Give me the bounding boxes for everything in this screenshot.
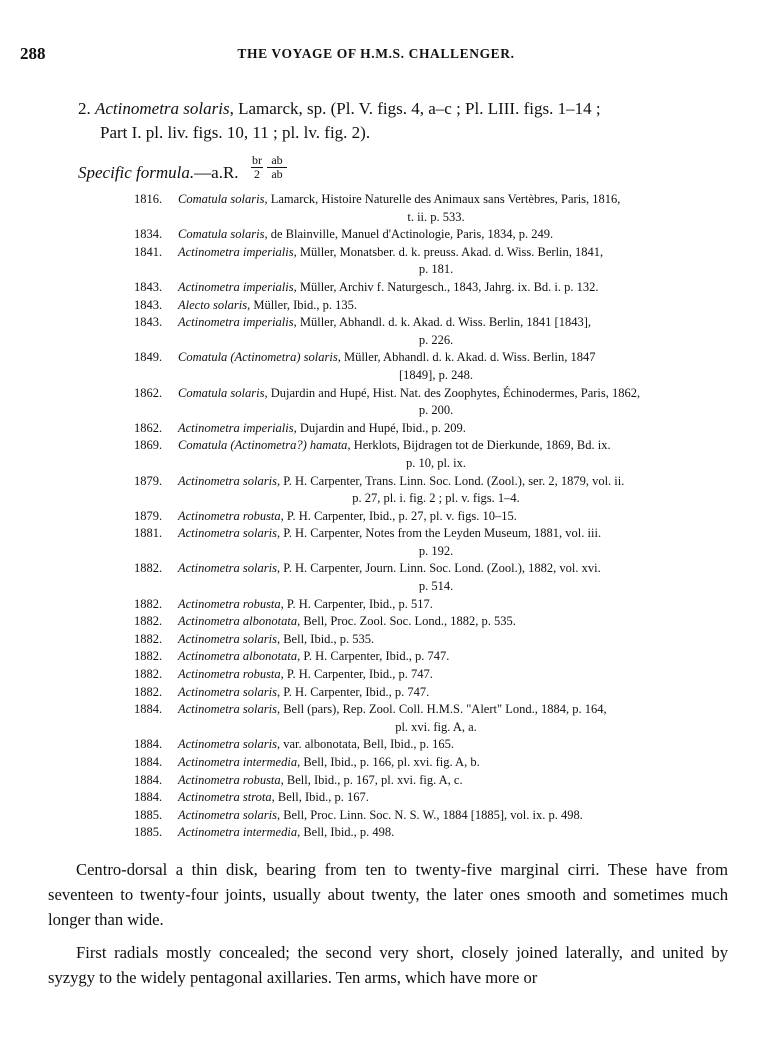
synonymy-taxon-name: Actinometra robusta (178, 667, 281, 682)
synonymy-reference-continued: p. 181. (418, 262, 454, 277)
synonymy-entry (134, 754, 734, 772)
synonymy-citation (178, 789, 734, 807)
synonymy-citation (178, 349, 734, 367)
synonymy-year: 1841. (134, 244, 163, 259)
synonymy-taxon-name: Comatula solaris (178, 385, 265, 400)
synonymy-year: 1884. (134, 790, 163, 805)
synonymy-entry (134, 279, 734, 297)
synonymy-reference: , Bell (pars), Rep. Zool. Coll. H.M.S. "Alert" Lond., 1884, p. 164, (276, 702, 607, 717)
synonymy-entry (134, 191, 734, 226)
synonymy-year: 1882. (134, 667, 163, 682)
synonymy-citation (178, 648, 734, 666)
synonymy-year: 1869. (134, 438, 163, 453)
species-heading (78, 97, 730, 145)
synonymy-taxon-name: Actinometra solaris (178, 737, 277, 752)
synonymy-citation (178, 508, 734, 526)
running-head (20, 44, 732, 64)
synonymy-reference: , P. H. Carpenter, Journ. Linn. Soc. Lond. (Zool.), 1882, vol. xvi. (276, 561, 601, 576)
synonymy-reference-continued: pl. xvi. fig. A, a. (395, 719, 477, 734)
synonymy-reference: , P. H. Carpenter, Ibid., p. 517. (280, 596, 433, 611)
synonymy-reference-continued: p. 226. (418, 332, 454, 347)
synonymy-reference-continued: t. ii. p. 533. (407, 209, 465, 224)
synonymy-reference: , Bell, Proc. Zool. Soc. Lond., 1882, p. 535. (297, 614, 516, 629)
synonymy-reference: , Müller, Abhandl. d. k. Akad. d. Wiss. Berlin, 1841 [1843], (293, 315, 591, 330)
synonymy-year: 1882. (134, 596, 163, 611)
synonymy-entry (134, 437, 734, 472)
synonymy-reference: , var. albonotata, Bell, Ibid., p. 165. (276, 737, 455, 752)
synonymy-year: 1882. (134, 614, 163, 629)
synonymy-citation (178, 701, 734, 719)
synonymy-citation (178, 297, 734, 315)
synonymy-taxon-name: Actinometra solaris (178, 807, 277, 822)
synonymy-taxon-name: Actinometra albonotata (178, 614, 298, 629)
synonymy-year: 1884. (134, 755, 163, 769)
synonymy-entry (134, 349, 734, 384)
synonymy-reference-continued: p. 200. (418, 403, 454, 418)
synonymy-entry (134, 560, 734, 595)
synonymy-reference: , Herklots, Bijdragen tot de Dierkunde, 1869, Bd. ix. (347, 438, 611, 453)
synonymy-taxon-name: Actinometra solaris (178, 631, 277, 646)
synonymy-year: 1862. (134, 385, 163, 400)
synonymy-taxon-name: Actinometra imperialis (178, 420, 294, 435)
synonymy-year: 1816. (134, 192, 163, 206)
synonymy-taxon-name: Actinometra imperialis (178, 315, 294, 330)
formula-fraction-2: $\frac{ab}{ab}$ (267, 154, 287, 181)
synonymy-reference-continued: p. 192. (418, 543, 454, 558)
synonymy-reference: , P. H. Carpenter, Ibid., p. 747. (276, 684, 430, 699)
synonymy-reference: , Bell, Ibid., p. 166, pl. xvi. fig. A, b. (297, 755, 480, 769)
synonymy-citation (178, 596, 734, 614)
running-title: THE VOYAGE OF H.M.S. CHALLENGER. (237, 46, 515, 61)
synonymy-taxon-name: Actinometra imperialis (178, 279, 294, 294)
synonymy-entry (134, 666, 734, 684)
synonymy-year: 1849. (134, 350, 163, 365)
synonymy-taxon-name: Comatula (Actinometra?) hamata (178, 438, 348, 453)
synonymy-entry (134, 648, 734, 666)
synonymy-citation (178, 807, 734, 825)
synonymy-reference: , P. H. Carpenter, Ibid., p. 747. (297, 649, 450, 664)
synonymy-entry (134, 420, 734, 438)
synonymy-citation (178, 772, 734, 790)
synonymy-reference: , Müller, Abhandl. d. k. Akad. d. Wiss. Berlin, 1847 (337, 350, 596, 365)
synonymy-taxon-name: Actinometra solaris (178, 473, 277, 488)
description-paragraph-1: Centro-dorsal a thin disk, bearing from ten to twenty-five marginal cirri. These have from seventeen to twenty-four joints, usually about twenty, the later ones smooth and sometimes much longer than wide. (48, 860, 728, 929)
synonymy-citation (178, 824, 734, 842)
synonymy-reference-continued: [1849], p. 248. (399, 367, 473, 382)
synonymy-citation (178, 279, 734, 297)
synonymy-reference: , Lamarck, Histoire Naturelle des Animaux sans Vertèbres, Paris, 1816, (264, 192, 621, 206)
synonymy-reference: , Bell, Ibid., p. 535. (276, 631, 375, 646)
synonymy-citation (178, 314, 734, 332)
description (48, 857, 728, 998)
synonymy-reference: , de Blainville, Manuel d'Actinologie, Paris, 1834, p. 249. (264, 227, 554, 242)
synonymy-citation (178, 244, 734, 262)
synonymy-citation (178, 473, 734, 491)
synonymy-taxon-name: Actinometra intermedia (178, 825, 298, 840)
synonymy-taxon-name: Actinometra albonotata (178, 649, 298, 664)
synonymy-year: 1882. (134, 631, 163, 646)
synonymy-reference: , Bell, Ibid., p. 167, pl. xvi. fig. A, c. (280, 772, 463, 787)
species-authority: , Lamarck, sp. (Pl. V. figs. 4, a–c ; Pl. LIII. figs. 1–14 ; (229, 99, 601, 118)
synonymy-taxon-name: Actinometra strota (178, 790, 272, 805)
synonymy-year: 1879. (134, 508, 163, 523)
synonymy-reference-continued: p. 27, pl. i. fig. 2 ; pl. v. figs. 1–4. (352, 491, 520, 506)
synonymy-taxon-name: Actinometra solaris (178, 561, 277, 576)
species-heading-line1 (78, 97, 730, 121)
synonymy-year: 1881. (134, 526, 163, 541)
synonymy-reference: , P. H. Carpenter, Notes from the Leyden Museum, 1881, vol. iii. (276, 526, 602, 541)
synonymy-entry (134, 824, 734, 842)
synonymy-entry (134, 684, 734, 702)
synonymy-year: 1885. (134, 807, 163, 822)
synonymy-year: 1862. (134, 420, 163, 435)
synonymy-taxon-name: Actinometra robusta (178, 772, 281, 787)
synonymy-entry (134, 772, 734, 790)
synonymy-taxon-name: Actinometra intermedia (178, 755, 298, 769)
synonymy-reference: , Müller, Ibid., p. 135. (247, 297, 357, 312)
synonymy-entry (134, 736, 734, 754)
synonymy-taxon-name: Actinometra solaris (178, 702, 277, 717)
synonymy-year: 1882. (134, 649, 163, 664)
synonymy-taxon-name: Comatula solaris (178, 227, 265, 242)
synonymy-entry (134, 701, 734, 736)
synonymy-year: 1884. (134, 702, 163, 717)
synonymy-taxon-name: Actinometra imperialis (178, 244, 294, 259)
synonymy-entry (134, 631, 734, 649)
synonymy-reference: , P. H. Carpenter, Ibid., p. 27, pl. v. figs. 10–15. (280, 508, 517, 523)
synonymy-reference: , P. H. Carpenter, Trans. Linn. Soc. Lond. (Zool.), ser. 2, 1879, vol. ii. (276, 473, 625, 488)
synonymy-citation (178, 420, 734, 438)
page-number: 288 (20, 44, 46, 63)
synonymy-year: 1843. (134, 297, 163, 312)
synonymy-year: 1885. (134, 825, 163, 840)
formula-fraction-1: $\frac{br}{2}$ (252, 153, 262, 181)
synonymy-taxon-name: Comatula (Actinometra) solaris (178, 350, 338, 365)
synonymy-citation (178, 666, 734, 684)
synonymy-reference-continued: p. 514. (418, 579, 454, 594)
synonymy-year: 1884. (134, 772, 163, 787)
synonymy-entry (134, 789, 734, 807)
synonymy-citation (178, 613, 734, 631)
synonymy-reference: , Bell, Ibid., p. 498. (297, 825, 395, 840)
synonymy-taxon-name: Alecto solaris (178, 297, 248, 312)
synonymy-reference: , Dujardin and Hupé, Hist. Nat. des Zoophytes, Échinodermes, Paris, 1862, (264, 385, 641, 400)
synonymy-entry (134, 244, 734, 279)
synonymy-taxon-name: Comatula solaris (178, 192, 265, 206)
synonymy-citation (178, 191, 734, 209)
formula-label: Specific formula.—a.R. (78, 163, 239, 182)
synonymy-list (134, 191, 734, 842)
synonymy-year: 1834. (134, 227, 163, 242)
synonymy-reference: , P. H. Carpenter, Ibid., p. 747. (280, 667, 433, 682)
synonymy-taxon-name: Actinometra robusta (178, 508, 281, 523)
description-paragraph-2: First radials mostly concealed; the second very short, closely joined laterally, and united by syzygy to the widely pentagonal axillaries. Ten arms, which have more or (48, 943, 728, 987)
synonymy-reference: , Bell, Ibid., p. 167. (271, 790, 369, 805)
synonymy-entry (134, 525, 734, 560)
synonymy-citation (178, 525, 734, 543)
synonymy-entry (134, 473, 734, 508)
synonymy-reference: , Dujardin and Hupé, Ibid., p. 209. (293, 420, 466, 435)
synonymy-reference-continued: p. 10, pl. ix. (405, 455, 467, 470)
synonymy-year: 1884. (134, 737, 163, 752)
synonymy-entry (134, 385, 734, 420)
synonymy-citation (178, 437, 734, 455)
synonymy-citation (178, 560, 734, 578)
synonymy-reference: , Müller, Monatsber. d. k. preuss. Akad. d. Wiss. Berlin, 1841, (293, 244, 604, 259)
synonymy-entry (134, 596, 734, 614)
synonymy-taxon-name: Actinometra solaris (178, 526, 277, 541)
synonymy-citation (178, 631, 734, 649)
synonymy-citation (178, 226, 734, 244)
synonymy-year: 1879. (134, 473, 163, 488)
synonymy-taxon-name: Actinometra solaris (178, 684, 277, 699)
synonymy-citation (178, 754, 734, 772)
species-heading-line2: Part I. pl. liv. figs. 10, 11 ; pl. lv. fig. 2). (100, 123, 371, 142)
synonymy-citation (178, 736, 734, 754)
synonymy-entry (134, 508, 734, 526)
species-number: 2. (78, 99, 91, 118)
synonymy-entry (134, 807, 734, 825)
synonymy-year: 1882. (134, 561, 163, 576)
synonymy-entry (134, 613, 734, 631)
synonymy-taxon-name: Actinometra robusta (178, 596, 281, 611)
synonymy-entry (134, 297, 734, 315)
synonymy-year: 1843. (134, 315, 163, 330)
synonymy-year: 1843. (134, 279, 163, 294)
synonymy-citation (178, 385, 734, 403)
species-name: Actinometra solaris (95, 99, 230, 118)
synonymy-entry (134, 314, 734, 349)
synonymy-reference: , Müller, Archiv f. Naturgesch., 1843, Jahrg. ix. Bd. i. p. 132. (293, 279, 599, 294)
synonymy-citation (178, 684, 734, 702)
synonymy-year: 1882. (134, 684, 163, 699)
synonymy-entry (134, 226, 734, 244)
synonymy-reference: , Bell, Proc. Linn. Soc. N. S. W., 1884 [1885], vol. ix. p. 498. (276, 807, 583, 822)
